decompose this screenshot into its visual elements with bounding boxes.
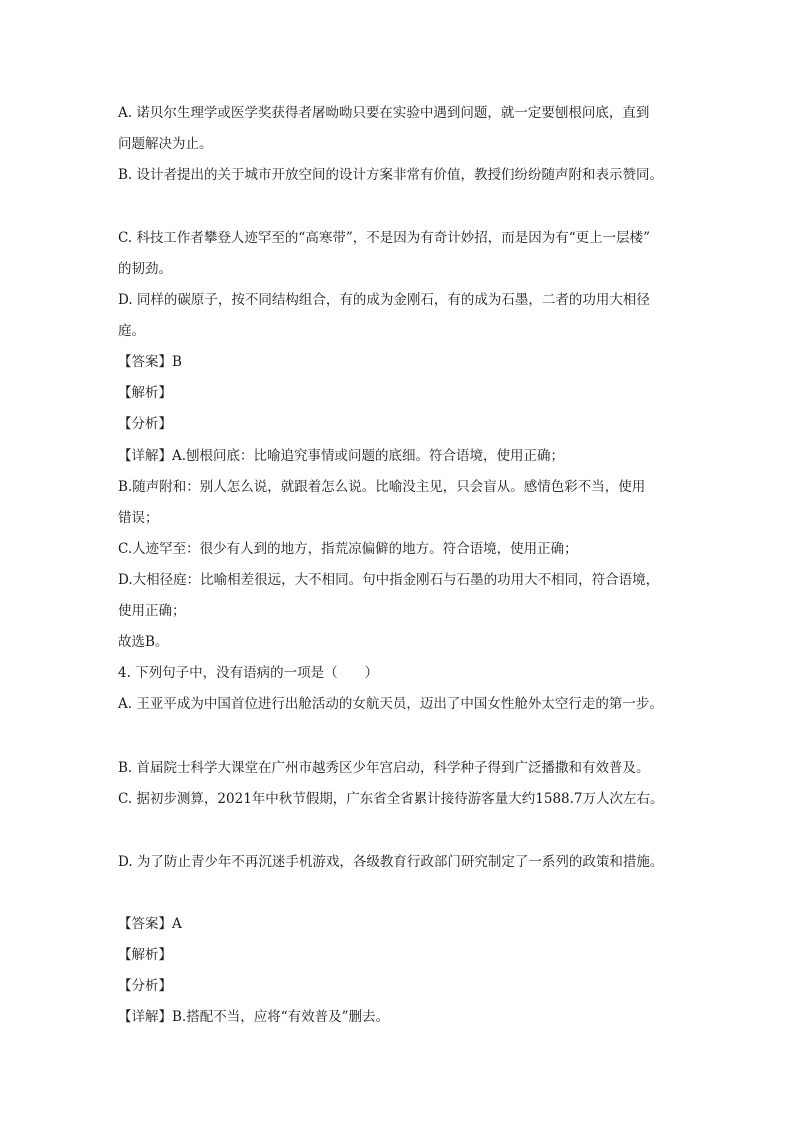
analysis-label: 【解析】 — [118, 385, 172, 401]
q4-option-d: D. 为了防止青少年不再沉迷手机游戏，各级教育行政部门研究制定了一系列的政策和措施。 — [118, 854, 664, 870]
q4-option-b: B. 首届院士科学大课堂在广州市越秀区少年宫启动，科学种子得到广泛播撒和有效普及。 — [118, 760, 650, 776]
detail-line: 错误； — [118, 510, 159, 526]
detail-line: 使用正确； — [118, 603, 186, 619]
option-a-text: A. 诺贝尔生理学或医学奖获得者屠呦呦只要在实验中遇到问题，就一定要刨根问底，直到 — [118, 105, 650, 121]
conclusion-line: 故选B。 — [118, 634, 169, 650]
option-a-text-cont: 问题解决为止。 — [118, 136, 213, 152]
detail-line: 【详解】A.刨根问底：比喻追究事情或问题的底细。符合语境，使用正确； — [118, 448, 565, 464]
option-d-text-cont: 庭。 — [118, 323, 145, 339]
q4-analysis-label: 【解析】 — [118, 947, 172, 963]
detail-line: B.随声附和：别人怎么说，就跟着怎么说。比喻没主见，只会盲从。感情色彩不当，使用 — [118, 479, 646, 495]
detail-line: D.大相径庭：比喻相差很远，大不相同。句中指金刚石与石墨的功用大不相同，符合语境， — [118, 572, 660, 588]
option-c-text-cont: 的韧劲。 — [118, 261, 172, 277]
analysis-sub-label: 【分析】 — [118, 416, 172, 432]
option-c-text: C. 科技工作者攀登人迹罕至的“高寒带”，不是因为有奇计妙招，而是因为有“更上一层楼” — [118, 230, 651, 246]
answer-label: 【答案】B — [118, 354, 182, 370]
q4-analysis-sub-label: 【分析】 — [118, 978, 172, 994]
detail-line: C.人迹罕至：很少有人到的地方，指荒凉偏僻的地方。符合语境，使用正确； — [118, 541, 578, 557]
q4-option-a: A. 王亚平成为中国首位进行出舱活动的女航天员，迈出了中国女性舱外太空行走的第一步。 — [118, 696, 663, 712]
option-d-text: D. 同样的碳原子，按不同结构组合，有的成为金刚石，有的成为石墨，二者的功用大相径 — [118, 292, 650, 308]
q4-option-c: C. 据初步测算，2021年中秋节假期，广东省全省累计接待游客量大约1588.7万人次左右。 — [118, 791, 664, 807]
q4-detail-line: 【详解】B.搭配不当，应将“有效普及”删去。 — [118, 1009, 390, 1025]
question-4-stem: 4. 下列句子中，没有语病的一项是（ ） — [118, 665, 379, 681]
q4-answer-label: 【答案】A — [118, 916, 182, 932]
option-b-text: B. 设计者提出的关于城市开放空间的设计方案非常有价值，教授们纷纷随声附和表示赞同。 — [118, 167, 664, 183]
